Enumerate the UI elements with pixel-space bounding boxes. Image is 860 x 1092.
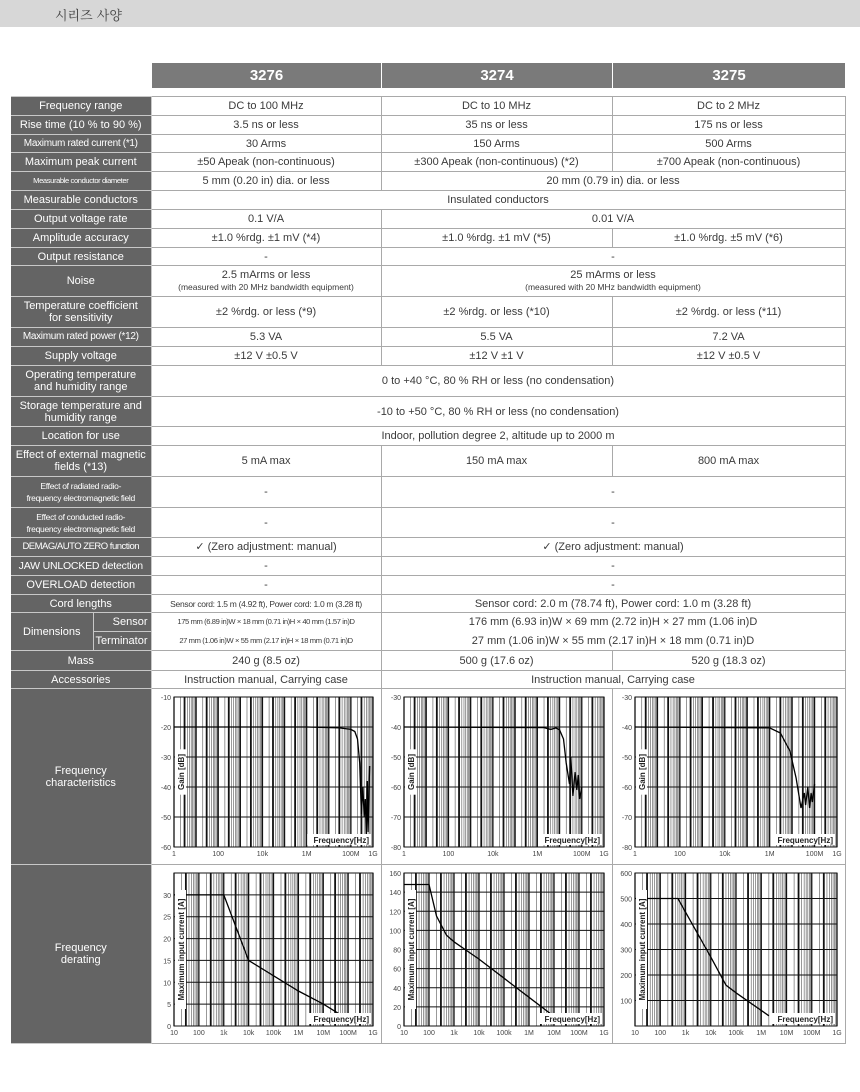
x-tick-label: 1M	[755, 1030, 766, 1037]
table-row	[11, 328, 845, 347]
label-line: fields (*13)	[54, 461, 108, 473]
x-tick-label: 1k	[219, 1030, 227, 1037]
noise-value: 25 mArms or less	[570, 269, 656, 281]
x-tick-label: 100M	[569, 1030, 588, 1037]
y-axis-title: Maximum input current [A]	[176, 898, 186, 1001]
row-sublabel: Terminator	[93, 632, 151, 651]
gridline-3x	[272, 697, 274, 847]
table-row	[11, 248, 845, 266]
gridline-3x	[316, 697, 318, 847]
label-line: Frequency	[54, 764, 107, 777]
y-axis-title: Gain [dB]	[176, 754, 186, 790]
label-line: characteristics	[45, 776, 116, 789]
row-label: Noise	[11, 266, 151, 297]
x-tick-label: 1G	[367, 851, 378, 858]
y-tick-label: -70	[621, 815, 632, 822]
y-axis-title: Gain [dB]	[637, 754, 647, 790]
row-label: Maximum peak current	[11, 153, 151, 172]
x-tick-label: 10k	[486, 851, 499, 858]
gridline-3x	[209, 873, 211, 1026]
cell-value: ±12 V ±1 V	[381, 347, 612, 366]
spec-table	[11, 96, 846, 1044]
y-axis-title-group	[175, 890, 186, 1009]
cell-value: ±12 V ±0.5 V	[612, 347, 845, 366]
noise-value: 2.5 mArms or less	[221, 269, 311, 281]
table-row	[11, 266, 845, 297]
row-label: JAW UNLOCKED detection	[11, 557, 151, 576]
y-tick-label: 0	[166, 1024, 171, 1031]
cell-value: 150 mA max	[381, 446, 612, 477]
row-label	[11, 689, 151, 865]
cell-value: 175 ns or less	[612, 116, 845, 135]
y-axis-title: Maximum input current [A]	[637, 898, 647, 1001]
chart-derating-3276	[152, 865, 381, 1040]
cell-value: 500 Arms	[612, 135, 845, 153]
y-tick-label: 25	[162, 914, 171, 922]
model-header-3274: 3274	[382, 63, 612, 88]
y-tick-label: -60	[160, 845, 171, 852]
cell-value: 176 mm (6.93 in)W × 69 mm (2.72 in)H × 27 mm (1.06 in)D	[381, 613, 845, 632]
cell-value: 20 mm (0.79 in) dia. or less	[381, 172, 845, 191]
gridline-3x	[458, 697, 460, 847]
label-line: Effect of external magnetic	[15, 449, 146, 461]
gridline-3x	[712, 697, 714, 847]
table-row	[11, 191, 845, 210]
table-row	[11, 297, 845, 328]
cell-value: -	[381, 576, 845, 595]
label-line: frequency electromagnetic field	[26, 493, 135, 503]
table-row	[11, 576, 845, 595]
x-tick-label: 100	[442, 851, 454, 858]
x-axis-title: Frequency[Hz]	[776, 836, 833, 845]
x-tick-label: 1G	[831, 851, 842, 858]
x-tick-label: 100M	[338, 1030, 357, 1037]
label-line: and humidity range	[33, 381, 128, 393]
table-row	[11, 865, 845, 1044]
cell-value: -	[151, 557, 381, 576]
cell-value: 5.3 VA	[151, 328, 381, 347]
y-axis-title: Gain [dB]	[406, 754, 416, 790]
gridline-3x	[259, 873, 261, 1026]
x-tick-label: 100M	[341, 851, 360, 858]
gridline-3x	[757, 697, 759, 847]
y-axis-title-group	[405, 890, 416, 1009]
row-label: Accessories	[11, 671, 151, 689]
table-row	[11, 689, 845, 865]
row-label	[11, 297, 151, 328]
cell-value: 35 ns or less	[381, 116, 612, 135]
row-label	[11, 366, 151, 397]
x-tick-label: 10M	[546, 1030, 561, 1037]
y-tick-label: -30	[160, 755, 171, 762]
label-line: Effect of conducted radio-	[36, 511, 126, 522]
x-tick-label: 1	[401, 851, 406, 858]
y-tick-label: -50	[160, 815, 171, 822]
x-tick-label: 10k	[472, 1030, 485, 1037]
cell-value: DC to 2 MHz	[612, 97, 845, 116]
x-tick-label: 10k	[704, 1030, 716, 1037]
x-tick-label: 1k	[681, 1030, 689, 1037]
table-row	[11, 557, 845, 576]
y-tick-label: -40	[390, 725, 401, 732]
table-row	[11, 538, 845, 557]
table-row	[11, 366, 845, 397]
x-tick-label: 1G	[831, 1030, 842, 1037]
cell-value: 240 g (8.5 oz)	[151, 651, 381, 671]
x-tick-label: 1G	[367, 1030, 378, 1037]
y-tick-label: -70	[390, 815, 401, 822]
y-tick-label: 10	[162, 980, 171, 988]
row-label: OVERLOAD detection	[11, 576, 151, 595]
chart-derating-3275	[613, 865, 845, 1040]
cell-value: 500 g (17.6 oz)	[381, 651, 612, 671]
y-tick-label: 100	[619, 998, 632, 1006]
table-row	[11, 446, 845, 477]
chart-freq-char-3274	[382, 689, 612, 861]
row-label: Amplitude accuracy	[11, 229, 151, 248]
chart-cell	[612, 865, 845, 1044]
y-tick-label: -30	[621, 695, 632, 702]
gridline-3x	[689, 697, 691, 847]
y-tick-label: 160	[388, 871, 401, 878]
label-line: Operating temperature	[25, 369, 137, 381]
label-line: humidity range	[44, 411, 117, 424]
y-tick-label: 30	[162, 892, 171, 900]
cell-value: 0 to +40 °C, 80 % RH or less (no condensation)	[151, 366, 845, 397]
cell-value: -	[151, 477, 381, 508]
x-axis-title: Frequency[Hz]	[312, 836, 369, 845]
y-tick-label: 500	[619, 896, 632, 904]
cell-value	[151, 266, 381, 297]
cell-value: 3.5 ns or less	[151, 116, 381, 135]
cell-value: ±2 %rdg. or less (*11)	[612, 297, 845, 328]
cell-value: -	[151, 248, 381, 266]
x-tick-label: 1	[632, 851, 637, 858]
cell-value	[381, 266, 845, 297]
cell-value: ±12 V ±0.5 V	[151, 347, 381, 366]
table-row	[11, 135, 845, 153]
label-line: Effect of radiated radio-	[40, 481, 122, 491]
x-tick-label: 10	[630, 1030, 639, 1037]
cell-value: 150 Arms	[381, 135, 612, 153]
y-tick-label: -40	[621, 725, 632, 732]
x-tick-label: 100k	[265, 1030, 281, 1037]
row-label: Measurable conductors	[11, 191, 151, 210]
gridline-3x	[591, 697, 593, 847]
cell-value: Insulated conductors	[151, 191, 845, 210]
cell-value: ±1.0 %rdg. ±1 mV (*5)	[381, 229, 612, 248]
table-row	[11, 116, 845, 135]
cell-value: 5.5 VA	[381, 328, 612, 347]
cell-value: 27 mm (1.06 in)W × 55 mm (2.17 in)H × 18 mm (0.71 in)D	[381, 632, 845, 651]
gridline-3x	[334, 873, 336, 1026]
table-row	[11, 508, 845, 538]
y-tick-label: 400	[619, 922, 632, 929]
x-tick-label: 100M	[802, 1030, 821, 1037]
label-line: for sensitivity	[48, 312, 113, 324]
gridline-3x	[524, 697, 526, 847]
gridline-3x	[547, 697, 549, 847]
gridline-3x	[779, 697, 781, 847]
y-tick-label: -50	[390, 755, 401, 762]
x-axis-title: Frequency[Hz]	[312, 1015, 369, 1024]
cell-value: 5 mA max	[151, 446, 381, 477]
row-label: Dimensions	[11, 613, 93, 651]
y-tick-label: 100	[388, 928, 401, 936]
cell-value: 175 mm (6.89 in)W × 18 mm (0.71 in)H × 40 mm (1.57 in)D	[151, 613, 381, 632]
chart-cell	[151, 689, 381, 865]
label-line: Temperature coefficient	[23, 300, 138, 312]
row-label	[11, 477, 151, 508]
gridline-3x	[667, 697, 669, 847]
gridline-3x	[205, 697, 207, 847]
y-tick-label: -80	[390, 845, 401, 852]
row-label: Maximum rated current (*1)	[11, 135, 151, 153]
y-axis-title-group	[175, 749, 186, 794]
x-tick-label: 100	[192, 1030, 205, 1037]
x-axis-title: Frequency[Hz]	[543, 836, 600, 845]
table-row	[11, 347, 845, 366]
row-label: Mass	[11, 651, 151, 671]
x-tick-label: 100	[673, 851, 686, 858]
x-tick-label: 100k	[727, 1030, 744, 1037]
x-tick-label: 1k	[449, 1030, 458, 1037]
gridline-3x	[801, 697, 803, 847]
cell-value: Sensor cord: 1.5 m (4.92 ft), Power cord: 1.0 m (3.28 ft)	[151, 595, 381, 613]
x-tick-label: 10M	[779, 1030, 793, 1037]
cell-value: -	[151, 576, 381, 595]
row-label	[11, 446, 151, 477]
gridline-3x	[284, 873, 286, 1026]
y-tick-label: -40	[160, 785, 171, 792]
cell-value: -	[381, 508, 845, 538]
row-label	[11, 397, 151, 427]
cell-value: ±2 %rdg. or less (*9)	[151, 297, 381, 328]
y-tick-label: 20	[162, 936, 171, 944]
row-sublabel: Sensor	[93, 613, 151, 632]
y-tick-label: -60	[621, 785, 632, 792]
table-row	[11, 595, 845, 613]
x-tick-label: 1M	[764, 851, 775, 858]
x-tick-label: 1M	[531, 851, 542, 858]
cell-value: -	[381, 477, 845, 508]
cell-value: 0.01 V/A	[381, 210, 845, 229]
table-row	[11, 210, 845, 229]
cell-value: 520 g (18.3 oz)	[612, 651, 845, 671]
x-tick-label: 100M	[805, 851, 823, 858]
chart-cell	[151, 865, 381, 1044]
x-tick-label: 1M	[301, 851, 312, 858]
row-label	[11, 508, 151, 538]
row-label: Supply voltage	[11, 347, 151, 366]
chart-cell	[381, 689, 612, 865]
chart-cell	[381, 865, 612, 1044]
label-line: frequency electromagnetic field	[26, 523, 135, 534]
cell-value: ✓ (Zero adjustment: manual)	[151, 538, 381, 557]
cell-value: 7.2 VA	[612, 328, 845, 347]
y-tick-label: 600	[619, 871, 632, 878]
cell-value: 27 mm (1.06 in)W × 55 mm (2.17 in)H × 18 mm (0.71 in)D	[151, 632, 381, 651]
y-tick-label: 300	[619, 947, 632, 955]
gridline-3x	[480, 697, 482, 847]
cell-value: ±1.0 %rdg. ±1 mV (*4)	[151, 229, 381, 248]
cell-value: 30 Arms	[151, 135, 381, 153]
cell-value: ✓ (Zero adjustment: manual)	[381, 538, 845, 557]
table-row	[11, 613, 845, 632]
x-tick-label: 10	[399, 1030, 408, 1037]
x-axis-title: Frequency[Hz]	[543, 1015, 600, 1024]
x-tick-label: 1	[171, 851, 176, 858]
y-axis-title-group	[405, 749, 416, 794]
cell-value: -	[381, 248, 845, 266]
noise-note: (measured with 20 MHz bandwidth equipment)	[525, 282, 701, 292]
chart-freq-char-3276	[152, 689, 381, 861]
chart-cell	[612, 689, 845, 865]
y-tick-label: -50	[621, 755, 632, 762]
cell-value: Indoor, pollution degree 2, altitude up to 2000 m	[151, 427, 845, 446]
gridline-3x	[234, 873, 236, 1026]
y-axis-title-group	[636, 749, 647, 794]
x-tick-label: 10k	[242, 1030, 254, 1037]
row-label: Output resistance	[11, 248, 151, 266]
section-title: 시리즈 사양	[55, 9, 122, 24]
y-tick-label: -60	[390, 785, 401, 792]
x-tick-label: 10k	[256, 851, 268, 858]
cell-value: ±50 Apeak (non-continuous)	[151, 153, 381, 172]
y-tick-label: 20	[392, 1004, 401, 1012]
chart-freq-char-3275	[613, 689, 845, 861]
gridline-3x	[249, 697, 251, 847]
x-tick-label: 1G	[598, 851, 609, 858]
row-label: Frequency range	[11, 97, 151, 116]
table-row	[11, 427, 845, 446]
cell-value: DC to 100 MHz	[151, 97, 381, 116]
label-line: derating	[60, 954, 101, 966]
row-label: Output voltage rate	[11, 210, 151, 229]
row-label: Measurable conductor diameter	[11, 172, 151, 191]
x-tick-label: 100	[211, 851, 224, 858]
y-tick-label: -10	[160, 695, 171, 702]
section-banner	[0, 0, 860, 27]
cell-value: 5 mm (0.20 in) dia. or less	[151, 172, 381, 191]
x-tick-label: 100	[422, 1030, 435, 1037]
y-tick-label: 120	[388, 909, 401, 917]
chart-derating-3274	[382, 865, 612, 1040]
cell-value: 800 mA max	[612, 446, 845, 477]
row-label: Cord lengths	[11, 595, 151, 613]
cell-value: Instruction manual, Carrying case	[381, 671, 845, 689]
table-row	[11, 172, 845, 191]
x-tick-label: 1M	[523, 1030, 534, 1037]
noise-note: (measured with 20 MHz bandwidth equipment)	[178, 282, 354, 292]
model-header-3275: 3275	[613, 63, 845, 88]
y-tick-label: -20	[160, 725, 171, 732]
x-tick-label: 1G	[598, 1030, 609, 1037]
y-axis-title: Maximum input current [A]	[406, 898, 416, 1001]
label-line: Frequency	[54, 942, 107, 954]
cell-value: Sensor cord: 2.0 m (78.74 ft), Power cord: 1.0 m (3.28 ft)	[381, 595, 845, 613]
gridline-3x	[338, 697, 340, 847]
x-tick-label: 100k	[495, 1030, 512, 1037]
y-tick-label: 15	[162, 958, 171, 966]
gridline-3x	[435, 697, 437, 847]
label-line: Storage temperature and	[19, 399, 142, 412]
gridline-3x	[294, 697, 296, 847]
row-label: Rise time (10 % to 90 %)	[11, 116, 151, 135]
y-tick-label: 200	[619, 973, 632, 980]
gridline-3x	[309, 873, 311, 1026]
x-tick-label: 10k	[718, 851, 730, 858]
x-tick-label: 1M	[293, 1030, 303, 1037]
y-tick-label: 60	[392, 966, 401, 974]
y-tick-label: 140	[388, 890, 401, 898]
gridline-3x	[734, 697, 736, 847]
x-axis-title: Frequency[Hz]	[776, 1015, 833, 1024]
table-row	[11, 477, 845, 508]
cell-value: ±300 Apeak (non-continuous) (*2)	[381, 153, 612, 172]
gridline-3x	[824, 697, 826, 847]
table-row	[11, 671, 845, 689]
y-tick-label: 5	[166, 1002, 171, 1010]
x-tick-label: 100	[653, 1030, 666, 1037]
cell-value: ±700 Apeak (non-continuous)	[612, 153, 845, 172]
row-label	[11, 865, 151, 1044]
gridline-3x	[227, 697, 229, 847]
x-tick-label: 10	[169, 1030, 178, 1037]
table-row	[11, 97, 845, 116]
table-row	[11, 397, 845, 427]
cell-value: ±2 %rdg. or less (*10)	[381, 297, 612, 328]
cell-value: -10 to +50 °C, 80 % RH or less (no condensation)	[151, 397, 845, 427]
y-tick-label: 40	[392, 985, 401, 993]
cell-value: -	[151, 508, 381, 538]
row-label: Location for use	[11, 427, 151, 446]
x-tick-label: 100M	[572, 851, 591, 858]
table-row	[11, 632, 845, 651]
table-row	[11, 153, 845, 172]
cell-value: ±1.0 %rdg. ±5 mV (*6)	[612, 229, 845, 248]
y-tick-label: 80	[392, 947, 401, 955]
table-row	[11, 651, 845, 671]
gridline-3x	[360, 697, 362, 847]
gridline-3x	[502, 697, 504, 847]
cell-value: -	[381, 557, 845, 576]
row-label: Maximum rated power (*12)	[11, 328, 151, 347]
model-header-3276: 3276	[152, 63, 381, 88]
y-axis-title-group	[636, 890, 647, 1009]
row-label: DEMAG/AUTO ZERO function	[11, 538, 151, 557]
x-tick-label: 10M	[315, 1030, 330, 1037]
cell-value: 0.1 V/A	[151, 210, 381, 229]
y-tick-label: -80	[621, 845, 632, 852]
gridline-3x	[359, 873, 361, 1026]
cell-value: Instruction manual, Carrying case	[151, 671, 381, 689]
y-tick-label: 0	[396, 1024, 401, 1031]
cell-value: DC to 10 MHz	[381, 97, 612, 116]
table-row	[11, 229, 845, 248]
y-tick-label: -30	[390, 695, 401, 702]
